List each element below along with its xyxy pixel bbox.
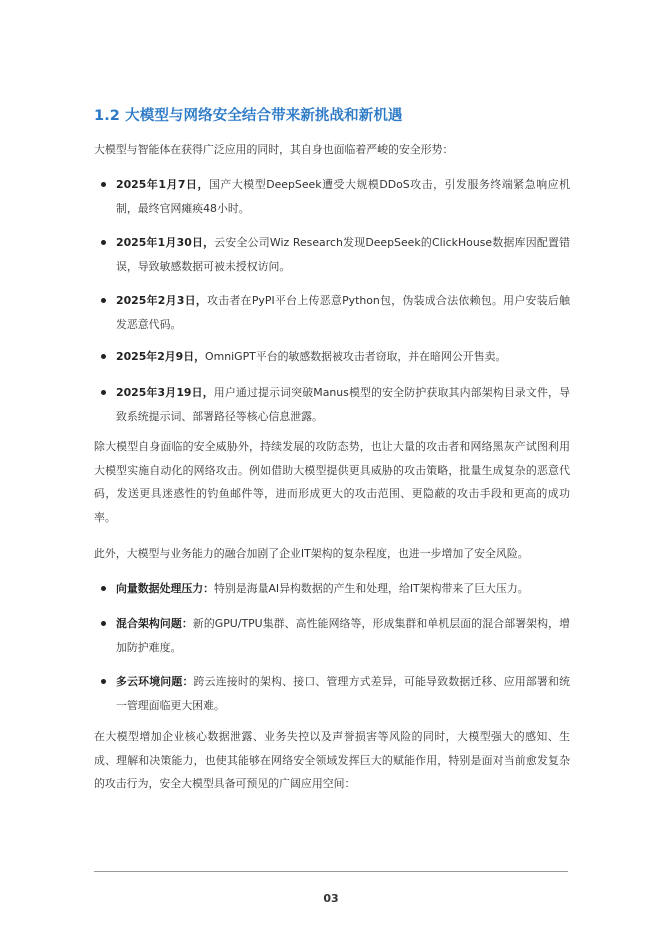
section-heading: 1.2 大模型与网络安全结合带来新挑战和新机遇 [94,108,403,124]
bullet-dot-icon [101,586,106,591]
bullet-dot-icon [101,298,106,303]
risk-text: 新的GPU/TPU集群、高性能网络等，形成集群和单机层面的混合部署架构，增加防护难度。 [116,617,570,654]
incident-text: 国产大模型DeepSeek遭受大规模DDoS攻击，引发服务终端紧急响应机制，最终官网瘫痪48小时。 [116,178,570,215]
incident-date: 2025年1月30日， [116,236,215,249]
incident-date: 2025年3月19日， [116,386,214,399]
incident-item [94,381,570,428]
architecture-paragraph: 此外，大模型与业务能力的融合加剧了企业IT架构的复杂程度，也进一步增加了安全风险。 [94,547,529,560]
incident-item [94,173,570,220]
incident-text: OmniGPT平台的敏感数据被攻击者窃取，并在暗网公开售卖。 [205,350,507,363]
risk-label: 多云环境问题： [116,675,194,688]
incident-item [94,231,570,278]
risk-item [94,577,570,601]
bullet-dot-icon [101,679,106,684]
opportunity-paragraph: 在大模型增加企业核心数据泄露、业务失控以及声誉损害等风险的同时，大模型强大的感知、生成、理解和决策能力，也使其能够在网络安全领域发挥巨大的赋能作用，特别是面对当前愈发复杂的攻击行为，安全大模型具备可预见的广阔应用空间： [94,730,570,790]
threat-paragraph: 除大模型自身面临的安全威胁外，持续发展的攻防态势，也让大量的攻击者和网络黑灰产试图利用大模型实施自动化的网络攻击。例如借助大模型提供更具威胁的攻击策略，批量生成复杂的恶意代码，发送更具迷惑性的钓鱼邮件等，进而形成更大的攻击范围、更隐蔽的攻击手段和更高的成功率。 [94,440,570,524]
incident-text: 用户通过提示词突破Manus模型的安全防护获取其内部架构目录文件，导致系统提示词、部署路径等核心信息泄露。 [116,386,570,423]
risk-label: 混合架构问题： [116,617,193,630]
bullet-dot-icon [101,240,106,245]
risk-text: 跨云连接时的架构、接口、管理方式差异，可能导致数据迁移、应用部署和统一管理面临更大困难。 [116,675,570,712]
risk-label: 向量数据处理压力： [116,582,215,595]
incident-date: 2025年2月3日， [116,294,208,307]
incident-date: 2025年2月9日， [116,350,206,363]
risk-item [94,670,570,717]
intro-paragraph: 大模型与智能体在获得广泛应用的同时，其自身也面临着严峻的安全形势： [94,143,454,156]
risk-text: 特别是海量AI异构数据的产生和处理，给IT架构带来了巨大压力。 [214,582,529,595]
incident-item [94,345,570,369]
incident-item [94,289,570,336]
bullet-dot-icon [101,390,106,395]
risk-item [94,612,570,659]
bullet-dot-icon [101,182,106,187]
incident-text: 云安全公司Wiz Research发现DeepSeek的ClickHouse数据库因配置错误，导致敏感数据可被未授权访问。 [116,236,571,273]
page-number: 03 [323,892,339,905]
incident-date: 2025年1月7日， [116,178,209,191]
bullet-dot-icon [101,354,106,359]
bullet-dot-icon [101,621,106,626]
footer-divider [94,871,568,872]
incident-text: 攻击者在PyPI平台上传恶意Python包，伪装成合法依赖包。用户安装后触发恶意代码。 [116,294,571,331]
